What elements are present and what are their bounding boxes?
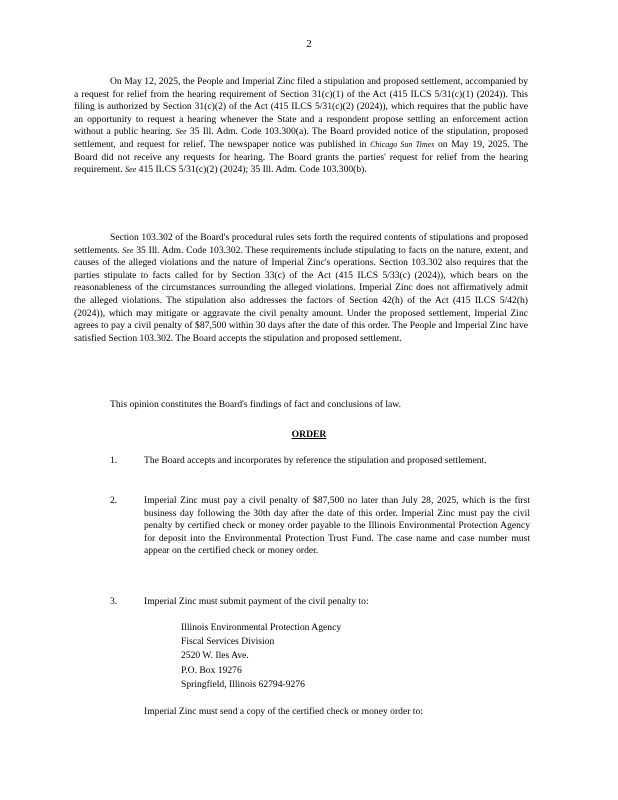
paragraph-findings: This opinion constitutes the Board's findings of fact and conclusions of law. <box>110 399 402 410</box>
para2-see: See <box>122 245 134 255</box>
order-item-number: 3. <box>110 596 118 607</box>
page-number: 2 <box>306 38 312 50</box>
address-line: 2520 W. Iles Ave. <box>181 650 249 662</box>
order-item-text: Imperial Zinc must submit payment of the civil penalty to: <box>144 596 369 607</box>
order-item-number: 2. <box>110 495 118 506</box>
order-heading-text: ORDER <box>291 429 327 440</box>
paragraph-section-103-302 <box>74 232 528 345</box>
address-line: Springfield, Illinois 62794-9276 <box>181 678 305 690</box>
order-item-1 <box>110 455 530 468</box>
para1-text-b: 35 Ill. Adm. Code 103.300(a). The Board provided notice of the stipulation, proposed settlement, and request for relief. The newspaper notice was published in <box>74 126 528 150</box>
para2-text-a: Section 103.302 of the Board's procedural rules sets forth the required contents of stipulations and proposed settlements. <box>74 232 528 256</box>
order-item-number: 1. <box>110 455 118 466</box>
address-line: P.O. Box 19276 <box>181 664 242 676</box>
payment-address-block <box>181 621 341 692</box>
para1-text-c: on May 19, 2025. The Board did not receive any requests for hearing. The Board grants the parties' request for relief from the hearing requirement. <box>74 138 529 176</box>
para1-see-1: See <box>175 127 187 137</box>
para1-see-2: See <box>125 165 137 175</box>
address-line: Fiscal Services Division <box>181 636 275 648</box>
newspaper-name: Chicago Sun Times <box>370 139 435 149</box>
order-item-text: The Board accepts and incorporates by reference the stipulation and proposed settlement. <box>144 455 487 466</box>
order-item-2 <box>110 495 530 558</box>
para1-text-a: On May 12, 2025, the People and Imperial Zinc filed a stipulation and proposed settlement, accompanied by a request for relief from the hearing requirement of Section 31(c)(1) of the Act (415 ILCS 5/31(c)(1) (2024)). This filing is authorized by Section 31(c)(2) of the Act (415 ILCS 5/31(c)(2) (2024)), which requires that the public have an opportunity to request a hearing whenever the State and a respondent propose settling an enforcement action without a public hearing. <box>74 76 528 138</box>
order-heading <box>0 429 618 440</box>
order-item-3 <box>110 596 530 609</box>
copy-instruction: Imperial Zinc must send a copy of the certified check or money order to: <box>144 706 423 717</box>
address-line: Illinois Environmental Protection Agency <box>181 622 342 633</box>
order-item-text: Imperial Zinc must pay a civil penalty of $87,500 no later than July 28, 2025, which is the first business day following the 30th day after the date of this order. Imperial Zinc must pay the civil penalty by certified check or money order payable to the Illinois Environmental Protection Agency for deposit into the Environmental Protection Trust Fund. The case name and case number must appear on the certified check or money order. <box>144 495 530 557</box>
para2-text-b: 35 Ill. Adm. Code 103.302. These requirements include stipulating to facts on the nature, extent, and causes of the alleged violations and the nature of Imperial Zinc's operations. Section 103.302 also requires that the parties stipulate to facts called for by Section 33(c) of the Act (415 ILCS 5/33(c) (2024)), which bears on the reasonableness of the circumstances surrounding the alleged violations. Imperial Zinc does not affirmatively admit the alleged violations. The stipulation also addresses the factors of Section 42(h) of the Act (415 ILCS 5/42(h) (2024)), which may mitigate or aggravate the civil penalty amount. Under the proposed settlement, Imperial Zinc agrees to pay a civil penalty of $87,500 within 30 days after the date of this order. The People and Imperial Zinc have satisfied Section 103.302. The Board accepts the stipulation and proposed settlement. <box>74 244 528 344</box>
paragraph-stipulation-filing <box>74 76 528 177</box>
para1-text-d: 415 ILCS 5/31(c)(2) (2024); 35 Ill. Adm. Code 103.300(b). <box>136 164 367 176</box>
